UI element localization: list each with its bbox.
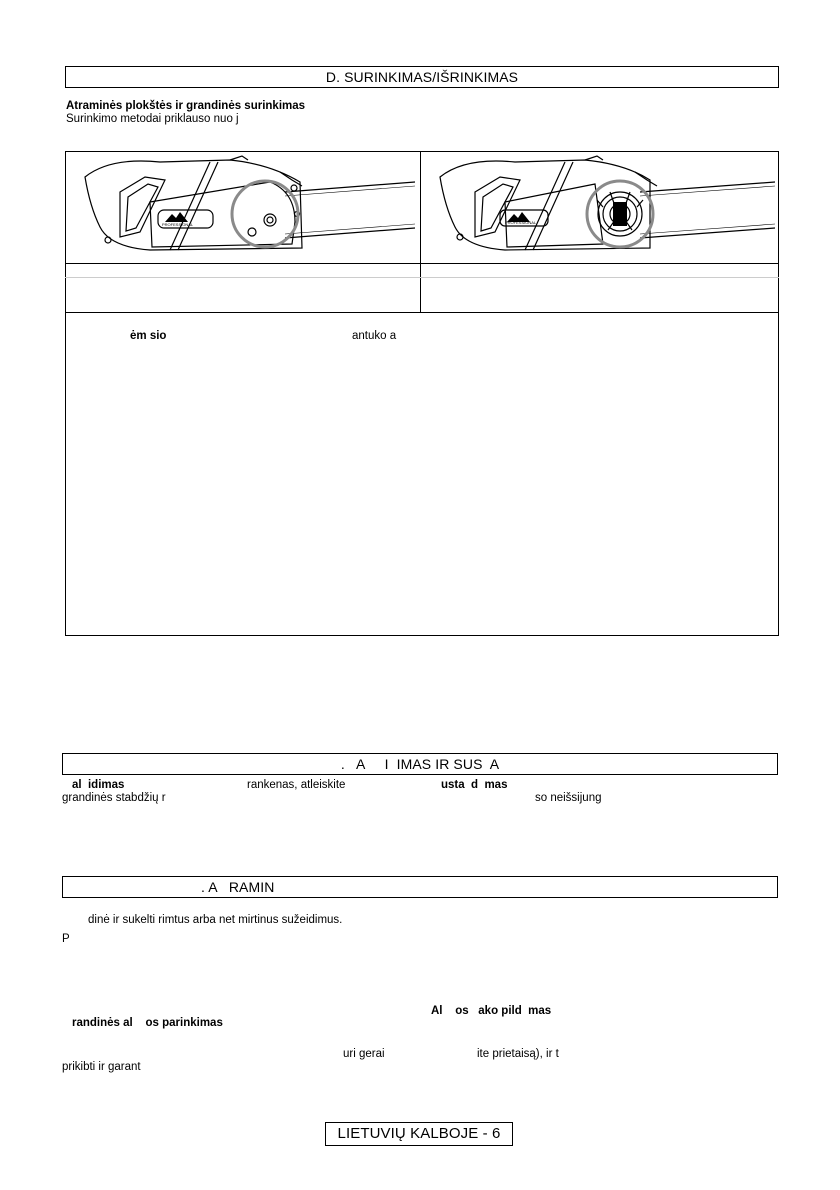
section-f-p2: P	[62, 933, 70, 945]
section-f-bold-left: randinės al os parinkimas	[72, 1017, 223, 1029]
section-f-header	[62, 876, 778, 898]
section-d-subtitle: Atraminės plokštės ir grandinės surinkimas	[66, 100, 306, 112]
section-f-line-b: ite prietaisą), ir t	[477, 1048, 559, 1060]
section-e-bold-a: al idimas	[72, 779, 125, 791]
chainsaw-illustration-left	[70, 152, 415, 260]
section-d-title: D. SURINKIMAS/IŠRINKIMAS	[325, 69, 519, 85]
figure-row-divider-grey	[65, 277, 779, 278]
footer-page-label-box	[325, 1122, 513, 1146]
section-d-header	[65, 66, 779, 88]
section-e-text-2: grandinės stabdžių r	[62, 792, 166, 804]
highlight-circle-left	[232, 181, 298, 247]
section-e-header	[62, 753, 778, 775]
section-f-title: . A RAMIN	[201, 879, 275, 895]
section-f-line-a: uri gerai	[343, 1048, 385, 1060]
section-f-line-c: prikibti ir garant	[62, 1061, 141, 1073]
section-e-title: . A I IMAS IR SUS A	[340, 756, 500, 772]
figure-row-divider-1	[65, 263, 779, 264]
section-e-text-1: rankenas, atleiskite	[247, 779, 346, 791]
figure-row-divider-2	[65, 312, 779, 313]
section-d-intro: Surinkimo metodai priklauso nuo j	[66, 113, 239, 125]
section-f-bold-right: Al os ako pild mas	[431, 1005, 552, 1017]
section-e-bold-b: usta d mas	[441, 779, 508, 791]
figure-column-divider	[420, 151, 421, 312]
section-e-text-3: so neišsijung	[535, 792, 602, 804]
panel-text-bold: ėm sio	[130, 330, 167, 342]
left-brand-text: PROFESSIONAL	[162, 222, 194, 227]
panel-text-2: antuko a	[352, 330, 397, 342]
chainsaw-illustration-right	[425, 152, 775, 260]
footer-page-label: LIETUVIŲ KALBOJE - 6	[337, 1125, 501, 1142]
section-f-p1: dinė ir sukelti rimtus arba net mirtinus sužeidimus.	[88, 914, 343, 926]
right-brand-text: PROFESSIONAL	[505, 220, 537, 225]
